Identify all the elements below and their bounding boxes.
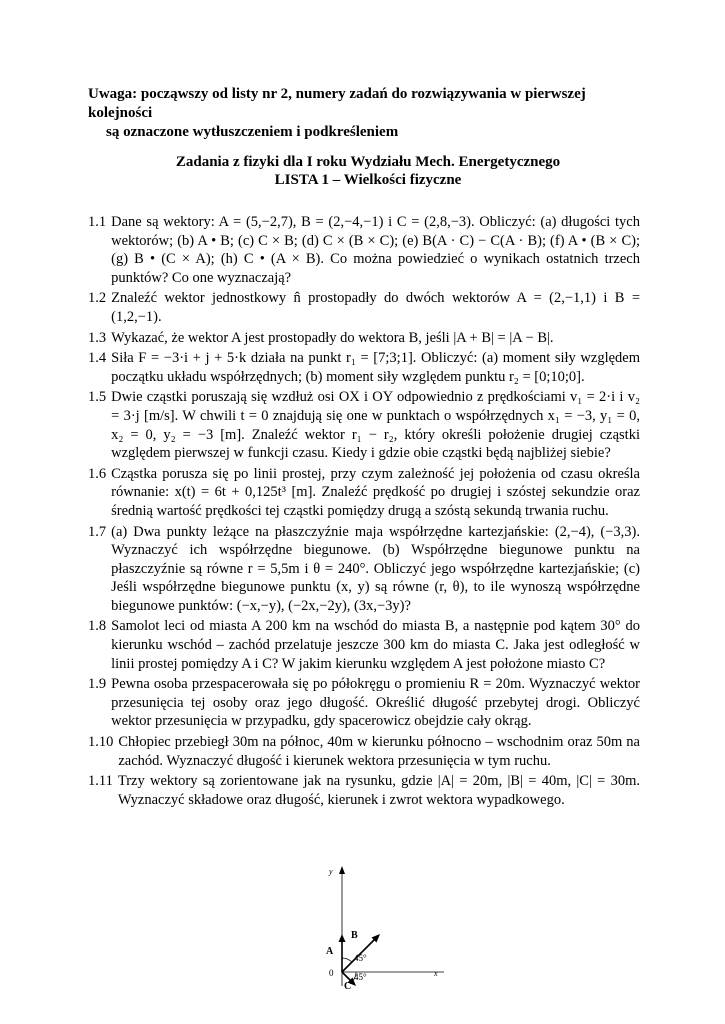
problem-number: 1.9 — [88, 676, 107, 693]
document-title: Zadania z fizyki dla I roku Wydziału Mech. Energetycznego — [175, 154, 561, 170]
problem-text: Dwie cząstki poruszają się wzdłuż osi OX i OY odpowiednio z prędkościami v₁ = 2·i i v₂ = 3·j [m/s]. W chwili t = 0 znajdują się one w punktach o współrzędnych x₁ = −3, y₁ = 0, x₂ = 0, y₂ = −3 [m]. Znaleźć wektor r₁ − r₂, który określi położenie drugiej cząstki względem pierwszej w funkcji czasu. Kiedy i gdzie obie cząstki będą najbliżej siebie? — [111, 389, 640, 462]
problem-1-8 — [88, 617, 640, 673]
vector-a-label: A — [326, 946, 334, 957]
angle-bottom-label: 45° — [354, 972, 367, 982]
angle-arc-top — [342, 958, 352, 962]
note-line-1: Uwaga: począwszy od listy nr 2, numery zadań do rozwiązywania w pierwszej kolejności — [88, 86, 586, 121]
list-title: LISTA 1 – Wielkości fizyczne — [274, 172, 462, 188]
problem-1-9 — [88, 675, 640, 731]
problem-text: Wykazać, że wektor A jest prostopadły do wektora B, jeśli |A + B| = |A − B|. — [111, 329, 554, 346]
problem-number: 1.8 — [88, 618, 107, 635]
problem-number: 1.7 — [88, 523, 107, 540]
vector-c-label: C — [344, 981, 352, 990]
problem-text: Chłopiec przebiegł 30m na północ, 40m w kierunku północno – wschodnim oraz 50m na zachód. Wyznaczyć długość i kierunek wektora przesunięcia w tym ruchu. — [118, 734, 640, 769]
origin-label: 0 — [329, 968, 334, 978]
axis-x-label: x — [434, 969, 438, 978]
problem-text: Cząstka porusza się po linii prostej, przy czym zależność jej położenia od czasu określa równanie: x(t) = 6t + 0,125t³ [m]. Znaleźć prędkość po drugiej i szóstej sekundzie oraz średnią wartość prędkości tej cząstki pomiędzy drugą a szóstą sekundą trwania ruchu. — [111, 465, 640, 519]
header-note — [88, 85, 648, 142]
problem-text: Samolot leci od miasta A 200 km na wschód do miasta B, a następnie pod kątem 30° do kierunku wschód – zachód przelatuje jeszcze 300 km do miasta C. Jaka jest odległość w linii prostej pomiędzy A i C? W jakim kierunku względem A jest położone miasto C? — [111, 618, 640, 672]
problem-text: Trzy wektory są zorientowane jak na rysunku, gdzie |A| = 20m, |B| = 40m, |C| = 30m. Wyznaczyć składowe oraz długość, kierunek i zwrot wektora wypadkowego. — [117, 773, 640, 808]
problem-number: 1.11 — [88, 773, 113, 790]
problem-1-1 — [88, 213, 640, 287]
problem-text: Znaleźć wektor jednostkowy n̂ prostopadły do dwóch wektorów A = (2,−1,1) i B = (1,2,−1). — [111, 290, 640, 325]
problem-1-11 — [88, 772, 640, 809]
problem-text: Pewna osoba przespacerowała się po półokręgu o promieniu R = 20m. Wyznaczyć wektor przesunięcia tej osoby oraz jego długość. Określić długość przebytej drogi. Obliczyć wektor przesunięcia w przypadku, gdy spacerowicz obejdzie cały okrąg. — [111, 676, 640, 730]
problem-1-3 — [88, 329, 640, 348]
problem-number: 1.1 — [88, 214, 107, 230]
problem-1-2 — [88, 289, 640, 326]
problem-number: 1.5 — [88, 389, 107, 406]
axis-y-label: y — [329, 867, 333, 876]
problem-text: Dane są wektory: A = (5,−2,7), B = (2,−4,−1) i C = (2,8,−3). Obliczyć: (a) długości tych wektorów; (b) A • B; (c) C × B; (d) C × (B × C); (e) B(A · C) − C(A · B); (f) A • (B × C); (g) B • (C × A); (h) C • (A × B). Co można powiedzieć o wynikach ostatnich trzech punktów? Co one wyznaczają? — [111, 214, 640, 286]
problem-number: 1.2 — [88, 290, 107, 307]
angle-top-label: 45° — [354, 953, 367, 963]
problem-text: Siła F = −3·i + j + 5·k działa na punkt r₁ = [7;3;1]. Obliczyć: (a) moment siły względem początku układu współrzędnych; (b) moment siły względem punktu r₂ = [0;10;0]. — [111, 350, 640, 385]
problem-number: 1.3 — [88, 329, 107, 346]
problem-list — [88, 213, 640, 811]
problem-1-5 — [88, 388, 640, 462]
problem-1-10 — [88, 733, 640, 770]
problem-number: 1.4 — [88, 350, 107, 367]
vector-diagram — [318, 862, 454, 990]
vector-b-label: B — [351, 930, 358, 941]
problem-number: 1.10 — [88, 734, 114, 751]
vector-a-arrowhead — [339, 934, 346, 942]
problem-text: (a) Dwa punkty leżące na płaszczyźnie maja współrzędne kartezjańskie: (2,−4), (−3,3). Wyznaczyć ich współrzędne biegunowe. (b) Współrzędne biegunowe punktu na płaszczyźnie są równe r = 5,5m i θ = 240°. Obliczyć jego współrzędne kartezjańskie; (c) Jeśli współrzędne biegunowe punktu (x, y) są równe (r, θ), to ile wynoszą współrzędne biegunowe punktów: (−x,−y), (−2x,−2y), (3x,−3y)? — [111, 523, 640, 614]
note-line-2: są oznaczone wytłuszczeniem i podkreśleniem — [106, 124, 399, 140]
problem-1-7 — [88, 523, 640, 616]
vector-diagram-svg — [318, 862, 454, 990]
y-axis-arrowhead — [339, 866, 345, 874]
problem-1-6 — [88, 465, 640, 521]
problem-1-4 — [88, 349, 640, 386]
problem-number: 1.6 — [88, 465, 107, 482]
